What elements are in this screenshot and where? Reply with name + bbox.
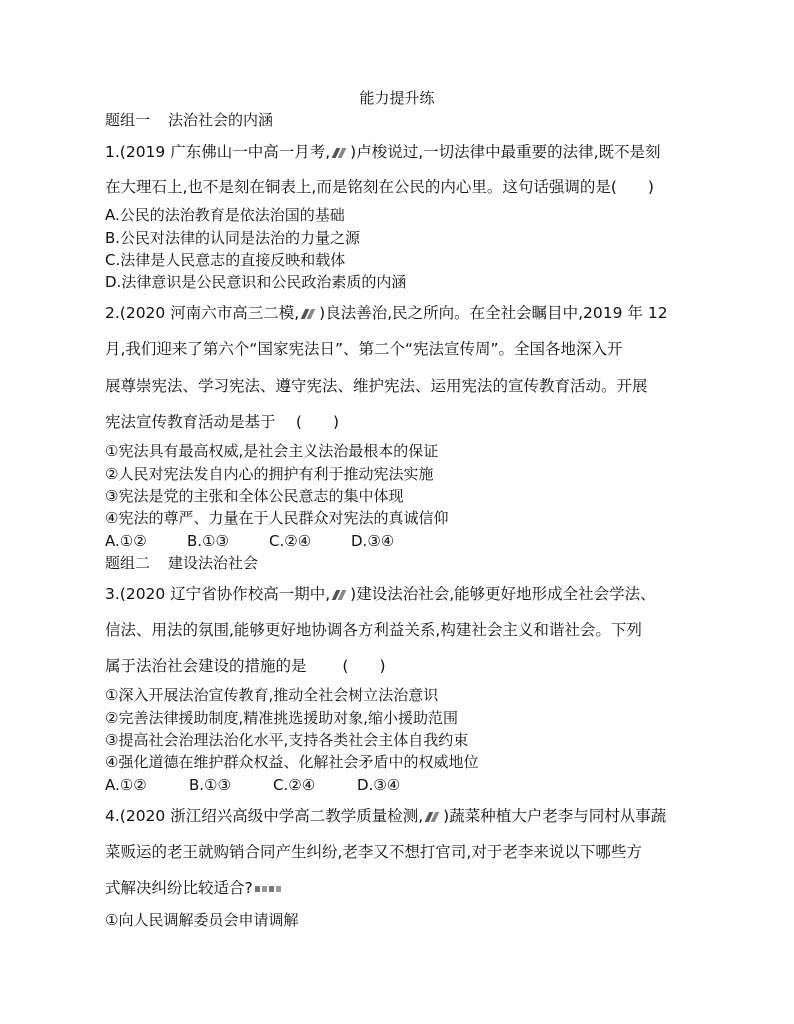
question-3-line-2: 信法、用法的氛围,能够更好地协调各方利益关系,构建社会主义和谐社会。下列 <box>105 621 642 639</box>
question-3-options <box>105 775 400 795</box>
question-2-option-a: A.①② <box>105 532 147 550</box>
question-1-option-d: D.法律意识是公民意识和公民政治素质的内涵 <box>105 273 407 291</box>
question-3-item-4: ④强化道德在维护群众权益、化解社会矛盾中的权威地位 <box>105 753 479 771</box>
difficulty-icon <box>300 308 318 320</box>
question-3-item-2: ②完善法律援助制度,精准挑选援助对象,缩小援助范围 <box>105 709 458 727</box>
group-label: 题组一 <box>105 111 151 129</box>
question-1-line-1: 1.(2019 广东佛山一中高一月考, )卢梭说过,一切法律中最重要的法律,既不是刻 <box>105 143 661 161</box>
group-label: 题组二 <box>105 554 151 572</box>
question-3-line-3: 属于法治社会建设的措施的是 ( ) <box>105 657 386 675</box>
difficulty-icon <box>331 147 349 159</box>
question-2-item-4: ④宪法的尊严、力量在于人民群众对宪法的真诚信仰 <box>105 509 449 527</box>
question-3-option-b: B.①③ <box>189 776 231 794</box>
question-2-line-1: 2.(2020 河南六市高三二模, )良法善治,民之所向。在全社会瞩目中,2019 年 12 <box>105 304 668 322</box>
group-name: 法治社会的内涵 <box>168 111 274 129</box>
question-1-option-b: B.公民对法律的认同是法治的力量之源 <box>105 229 361 247</box>
question-2-item-3: ③宪法是党的主张和全体公民意志的集中体现 <box>105 487 404 505</box>
question-2-options <box>105 531 394 551</box>
group-name: 建设法治社会 <box>168 554 259 572</box>
question-3-option-a: A.①② <box>105 776 147 794</box>
question-2-line-4: 宪法宣传教育活动是基于 ( ) <box>105 413 340 431</box>
question-2-item-1: ①宪法具有最高权威,是社会主义法治最根本的保证 <box>105 442 439 460</box>
question-3-line-1: 3.(2020 辽宁省协作校高一期中, )建设法治社会,能够更好地形成全社会学法、 <box>105 585 656 603</box>
question-1-option-a: A.公民的法治教育是依法治国的基础 <box>105 206 345 224</box>
question-4-line-2: 菜贩运的老王就购销合同产生纠纷,老李又不想打官司,对于老李来说以下哪些方 <box>105 843 642 861</box>
question-1-option-c: C.法律是人民意志的直接反映和载体 <box>105 251 346 269</box>
difficulty-icon <box>424 811 442 823</box>
question-4-item-1: ①向人民调解委员会申请调解 <box>105 911 299 929</box>
group-heading-1 <box>105 110 273 130</box>
question-2-line-3: 展尊崇宪法、学习宪法、遵守宪法、维护宪法、运用宪法的宣传教育活动。开展 <box>105 377 648 395</box>
question-2-line-2: 月,我们迎来了第六个“国家宪法日”、第二个“宪法宣传周”。全国各地深入开 <box>105 340 623 358</box>
question-3-option-d: D.③④ <box>357 776 401 794</box>
question-2-item-2: ②人民对宪法发自内心的拥护有利于推动宪法实施 <box>105 465 434 483</box>
question-3-option-c: C.②④ <box>273 776 316 794</box>
explanation-tag-icon <box>255 884 281 894</box>
question-2-option-d: D.③④ <box>351 532 395 550</box>
question-4-line-1: 4.(2020 浙江绍兴高级中学高二教学质量检测, )蔬菜种植大户老李与同村从事蔬 <box>105 807 667 825</box>
group-heading-2 <box>105 553 258 573</box>
question-1-line-2: 在大理石上,也不是刻在铜表上,而是铭刻在公民的内心里。这句话强调的是( ) <box>105 178 654 196</box>
question-4-line-3: 式解决纠纷比较适合? <box>105 878 281 898</box>
question-2-option-c: C.②④ <box>269 532 312 550</box>
page-title: 能力提升练 <box>359 89 435 107</box>
question-3-item-3: ③提高社会治理法治化水平,支持各类社会主体自我约束 <box>105 731 469 749</box>
question-2-option-b: B.①③ <box>187 532 229 550</box>
difficulty-icon <box>331 589 349 601</box>
question-3-item-1: ①深入开展法治宣传教育,推动全社会树立法治意识 <box>105 686 439 704</box>
